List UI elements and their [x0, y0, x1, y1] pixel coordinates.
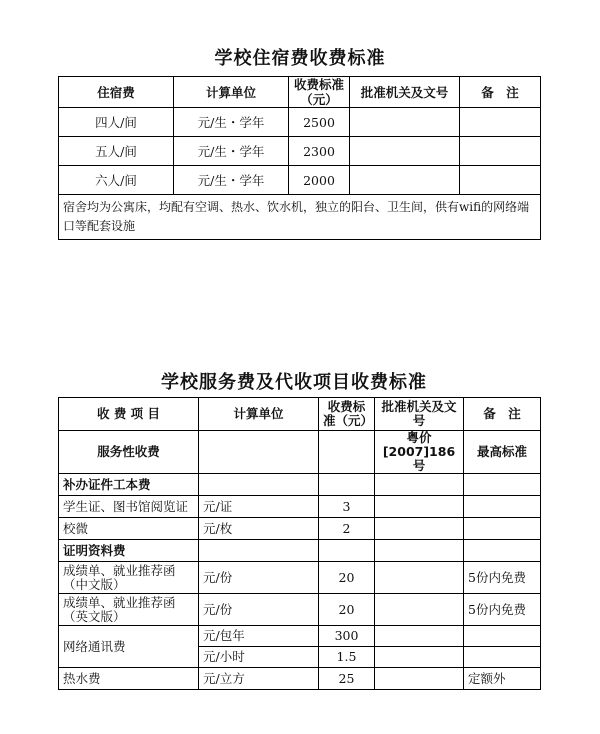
fee-cell: 2300 — [289, 137, 350, 166]
unit-cell: 元/证 — [199, 496, 319, 518]
room-type-cell: 六人/间 — [59, 166, 174, 195]
table-header-row — [59, 77, 541, 108]
header-unit: 计算单位 — [199, 398, 319, 431]
accommodation-fee-title: 学校住宿费收费标准 — [214, 48, 386, 69]
service-charge-label: 服务性收费 — [59, 431, 199, 474]
table-row — [59, 137, 541, 166]
approval-cell — [350, 137, 460, 166]
header-approval: 批准机关及文号 — [350, 77, 460, 108]
empty-cell — [199, 540, 319, 562]
table-row — [59, 166, 541, 195]
item-cell: 网络通讯费 — [59, 626, 199, 668]
section-row — [59, 540, 541, 562]
fee-cell: 25 — [319, 668, 375, 690]
remark-cell — [464, 496, 541, 518]
section-row — [59, 474, 541, 496]
unit-cell: 元/包年 — [199, 626, 319, 647]
fee-cell: 2000 — [289, 166, 350, 195]
empty-cell — [375, 626, 464, 647]
header-unit: 计算单位 — [174, 77, 289, 108]
empty-cell — [464, 626, 541, 647]
remark-cell — [460, 137, 541, 166]
item-cell: 成绩单、就业推荐函（中文版） — [59, 562, 199, 594]
table-row — [59, 518, 541, 540]
table-row — [59, 626, 541, 647]
approval-cell — [350, 166, 460, 195]
item-cell: 热水费 — [59, 668, 199, 690]
empty-cell — [464, 474, 541, 496]
fee-cell: 20 — [319, 594, 375, 626]
max-standard-label: 最高标准 — [464, 431, 541, 474]
accommodation-note: 宿舍均为公寓床，均配有空调、热水、饮水机，独立的阳台、卫生间，供有wifi的网络端口等配套设施 — [59, 195, 541, 240]
unit-cell: 元/枚 — [199, 518, 319, 540]
remark-cell: 5份内免费 — [464, 594, 541, 626]
room-type-cell: 四人/间 — [59, 108, 174, 137]
fee-cell: 2 — [319, 518, 375, 540]
fee-cell: 3 — [319, 496, 375, 518]
item-cell: 校微 — [59, 518, 199, 540]
remark-cell: 5份内免费 — [464, 562, 541, 594]
remark-cell — [464, 518, 541, 540]
empty-cell — [464, 540, 541, 562]
service-fee-title: 学校服务费及代收项目收费标准 — [161, 372, 427, 393]
empty-cell — [375, 540, 464, 562]
header-accommodation: 住宿费 — [59, 77, 174, 108]
unit-cell: 元/小时 — [199, 647, 319, 668]
table-row — [59, 496, 541, 518]
empty-cell — [319, 474, 375, 496]
empty-cell — [375, 474, 464, 496]
header-remark: 备 注 — [460, 77, 541, 108]
table-row — [59, 594, 541, 626]
unit-cell: 元/生・学年 — [174, 137, 289, 166]
empty-cell — [375, 496, 464, 518]
item-cell: 学生证、图书馆阅览证 — [59, 496, 199, 518]
empty-cell — [199, 431, 319, 474]
fee-cell: 1.5 — [319, 647, 375, 668]
empty-cell — [319, 431, 375, 474]
item-cell: 成绩单、就业推荐函（英文版） — [59, 594, 199, 626]
table-row — [59, 562, 541, 594]
remark-cell: 定额外 — [464, 668, 541, 690]
header-approval: 批准机关及文号 — [375, 398, 464, 431]
remark-cell — [460, 108, 541, 137]
header-remark: 备 注 — [464, 398, 541, 431]
fee-cell: 300 — [319, 626, 375, 647]
empty-cell — [375, 594, 464, 626]
unit-cell: 元/份 — [199, 594, 319, 626]
empty-cell — [464, 647, 541, 668]
unit-cell: 元/份 — [199, 562, 319, 594]
empty-cell — [375, 562, 464, 594]
unit-cell: 元/立方 — [199, 668, 319, 690]
remark-cell — [460, 166, 541, 195]
header-fee: 收费标准（元） — [289, 77, 350, 108]
room-type-cell: 五人/间 — [59, 137, 174, 166]
empty-cell — [375, 518, 464, 540]
subheader-row — [59, 431, 541, 474]
approval-cell — [350, 108, 460, 137]
header-fee: 收费标准（元） — [319, 398, 375, 431]
empty-cell — [375, 668, 464, 690]
empty-cell — [199, 474, 319, 496]
section-label: 证明资料费 — [59, 540, 199, 562]
unit-cell: 元/生・学年 — [174, 108, 289, 137]
approval-document-number: 粤价[2007]186号 — [375, 431, 464, 474]
table-header-row — [59, 398, 541, 431]
fee-cell: 2500 — [289, 108, 350, 137]
table-row — [59, 108, 541, 137]
table-note-row — [59, 195, 541, 240]
section-label: 补办证件工本费 — [59, 474, 199, 496]
empty-cell — [319, 540, 375, 562]
table-row — [59, 668, 541, 690]
service-fee-table — [58, 397, 541, 690]
header-item: 收 费 项 目 — [59, 398, 199, 431]
empty-cell — [375, 647, 464, 668]
unit-cell: 元/生・学年 — [174, 166, 289, 195]
fee-cell: 20 — [319, 562, 375, 594]
accommodation-fee-table — [58, 76, 541, 240]
